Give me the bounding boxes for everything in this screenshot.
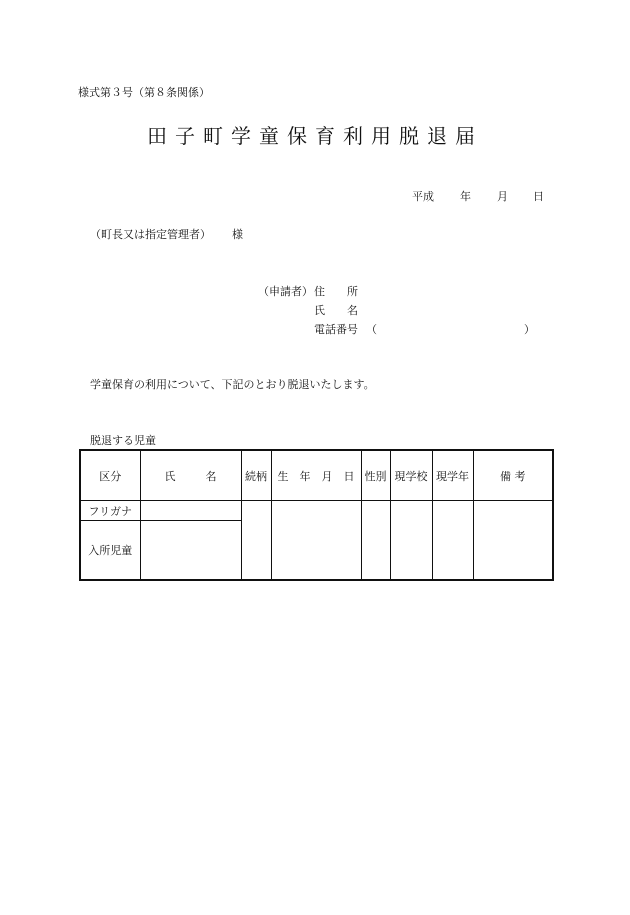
header-grade: 現学年	[432, 450, 473, 501]
addressee-honorific: 様	[232, 228, 243, 241]
sex-input-cell[interactable]	[361, 501, 390, 581]
header-name-a: 氏	[164, 469, 176, 483]
school-input-cell[interactable]	[390, 501, 432, 581]
table-row-furigana	[80, 501, 553, 521]
date-day-unit: 日	[533, 190, 544, 203]
header-category: 区分	[80, 450, 140, 501]
grade-input-cell[interactable]	[432, 501, 473, 581]
row-label-furigana: フリガナ	[80, 501, 140, 521]
applicant-label: （申請者）	[258, 285, 313, 298]
header-remarks: 備 考	[473, 450, 553, 501]
address-label: 住 所	[314, 285, 358, 298]
document-title: 田子町学童保育利用脱退届	[147, 124, 483, 148]
table-header-row	[80, 450, 553, 501]
table-caption: 脱退する児童	[90, 434, 156, 447]
date-year-unit: 年	[460, 190, 471, 203]
header-relation: 続柄	[241, 450, 271, 501]
form-number: 様式第３号（第８条関係）	[78, 86, 210, 99]
withdrawal-children-table	[79, 449, 554, 581]
header-name	[140, 450, 241, 501]
phone-open-paren: （	[366, 323, 377, 336]
date-era: 平成	[412, 190, 434, 203]
addressee-label: （町長又は指定管理者）	[90, 228, 211, 241]
phone-label: 電話番号	[314, 323, 358, 336]
furigana-input-cell[interactable]	[140, 501, 241, 521]
phone-close-paren: ）	[524, 323, 535, 336]
child-name-input-cell[interactable]	[140, 521, 241, 581]
addressee	[90, 226, 243, 242]
date-month-unit: 月	[497, 190, 508, 203]
remarks-input-cell[interactable]	[473, 501, 553, 581]
statement-text: 学童保育の利用について、下記のとおり脱退いたします。	[90, 378, 375, 391]
relation-input-cell[interactable]	[241, 501, 271, 581]
header-birth: 生 年 月 日	[271, 450, 361, 501]
header-sex: 性別	[361, 450, 390, 501]
row-label-child: 入所児童	[80, 521, 140, 581]
name-label: 氏 名	[314, 304, 358, 317]
header-name-b: 名	[205, 469, 217, 483]
header-school: 現学校	[390, 450, 432, 501]
birth-input-cell[interactable]	[271, 501, 361, 581]
